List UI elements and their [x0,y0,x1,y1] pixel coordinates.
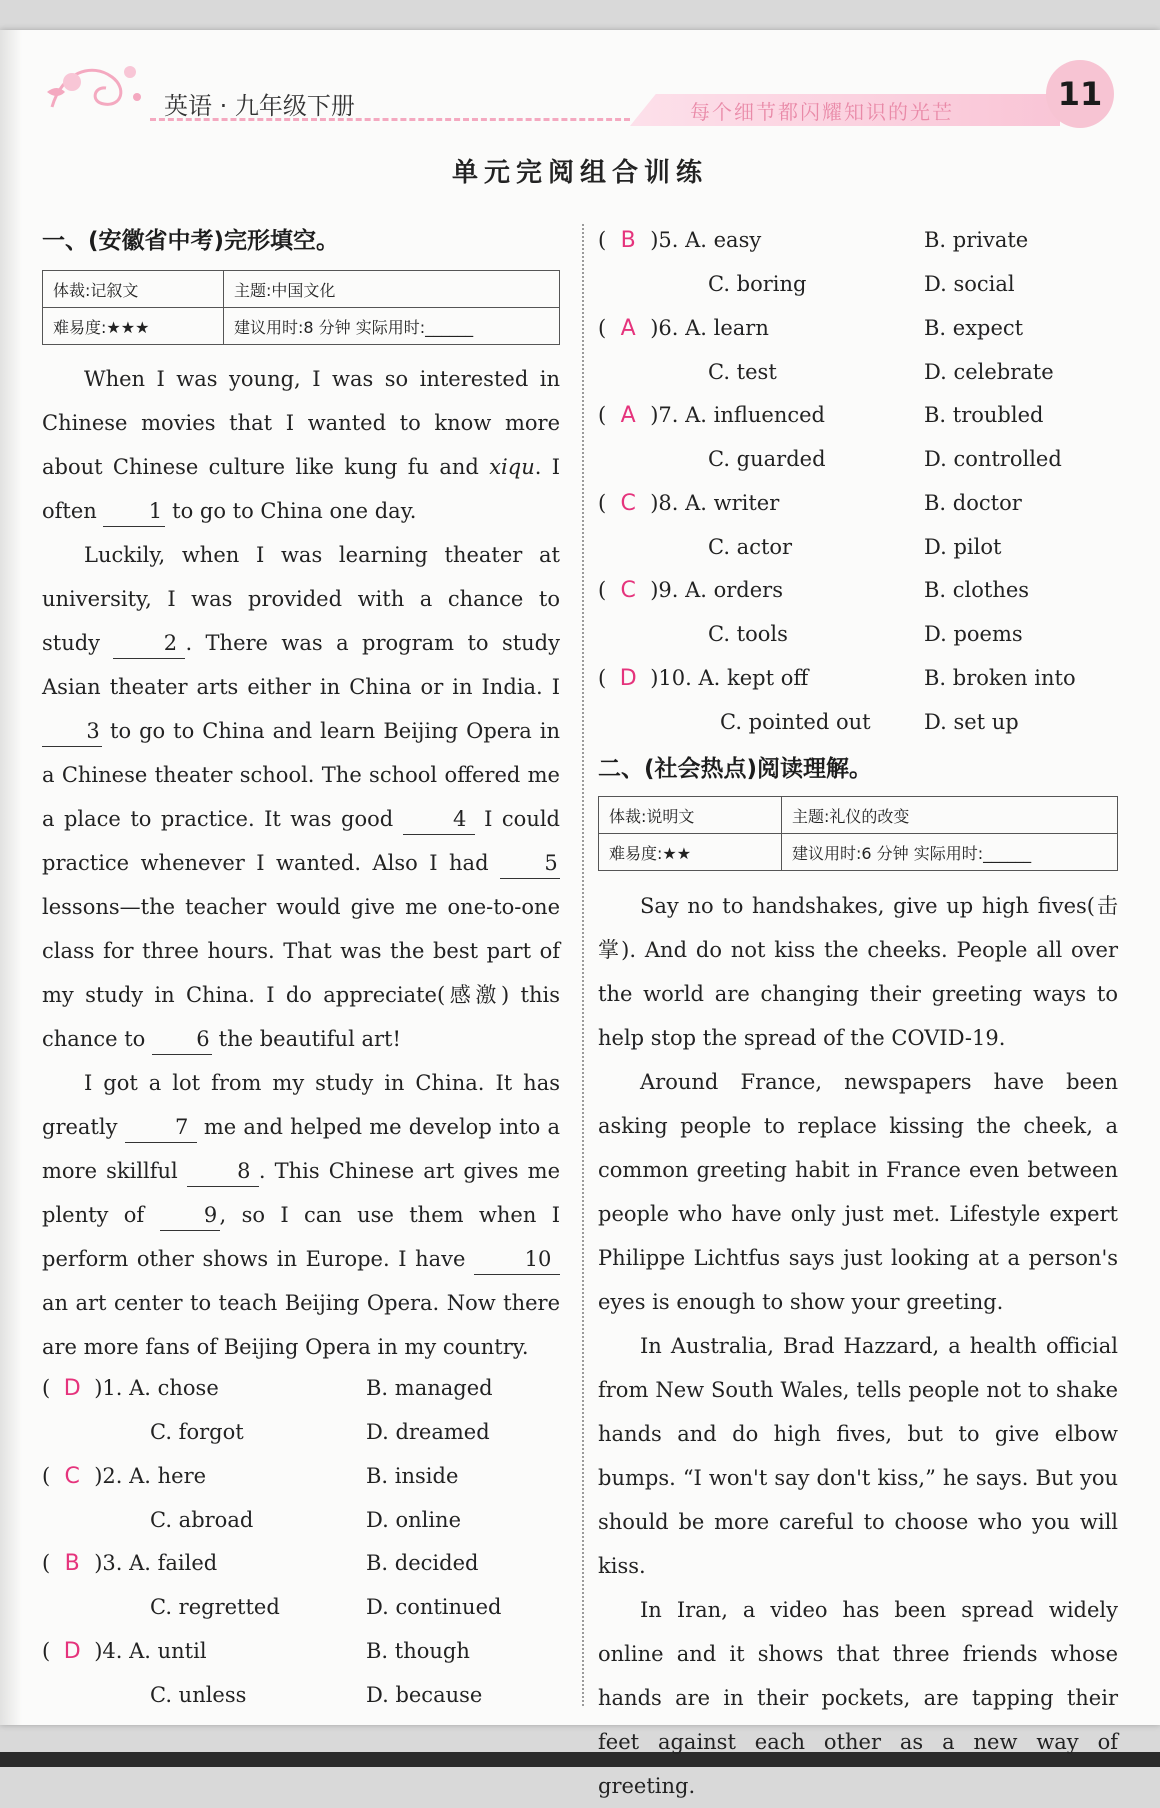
section1-info-table [42,270,560,345]
q5-option-d: D. social [924,272,1015,296]
cloze-passage [42,357,560,1369]
cloze-paragraph-3: I got a lot from my study in China. It has greatly 7 me and helped me develop into a more skillful 8 . This Chinese art gives me plenty of 9 , so I can use them when I perform other shows in Europe. I have 10 an art center to teach Beijing Opera. Now there are more fans of Beijing Opera in my country. [42,1071,561,1359]
theme-cell: 主题:礼仪的改变 [782,797,1118,834]
q9-option-b: B. clothes [924,578,1030,602]
q1-option-b: B. managed [366,1376,493,1400]
question-2: ( C )2. A. here [42,1454,206,1499]
column-divider [582,224,584,1706]
reading-passage [598,884,1118,1808]
genre-cell: 体裁:说明文 [599,797,782,834]
q1-option-d: D. dreamed [366,1420,490,1444]
time-cell: 建议用时:8 分钟 实际用时:______ [224,308,560,345]
reading-paragraph-4: In Iran, a video has been spread widely online and it shows that three friends whose hands are in their pockets, are tapping their feet against each other as a new way of greeting. [598,1598,1118,1798]
blank-1[interactable]: 1 [103,496,165,527]
answer-2[interactable]: C [64,1464,80,1489]
q8-option-b: B. doctor [924,491,1022,515]
question-3: ( B )3. A. failed [42,1541,217,1586]
question-8: ( C )8. A. writer [598,481,779,526]
flower-flourish-icon [42,52,152,122]
question-10: ( D )10. A. kept off [598,656,808,701]
q5-option-c: C. boring [708,272,807,296]
blank-3[interactable]: 3 [42,716,102,747]
page-number: 11 [1057,75,1103,113]
question-1: ( D )1. A. chose [42,1366,219,1411]
q2-option-b: B. inside [366,1464,459,1488]
question-5: ( B )5. A. easy [598,218,761,263]
page-number-badge [1046,60,1114,128]
q1-option-c: C. forgot [150,1420,244,1444]
blank-8[interactable]: 8 [187,1156,259,1187]
answer-6[interactable]: A [620,316,636,341]
q3-option-d: D. continued [366,1595,502,1619]
q7-option-d: D. controlled [924,447,1062,471]
answer-3[interactable]: B [64,1551,80,1576]
blank-6[interactable]: 6 [152,1024,212,1055]
answer-1[interactable]: D [63,1376,81,1401]
header-dash-line [150,118,630,121]
genre-cell: 体裁:记叙文 [43,271,224,308]
q6-option-b: B. expect [924,316,1024,340]
difficulty-cell: 难易度:★★★ [43,308,224,345]
q3-option-b: B. decided [366,1551,479,1575]
blank-2[interactable]: 2 [113,628,185,659]
header-slogan: 每个细节都闪耀知识的光芒 [690,100,954,124]
theme-cell: 主题:中国文化 [224,271,560,308]
time-cell: 建议用时:6 分钟 实际用时:______ [782,834,1118,871]
reading-paragraph-1: Say no to handshakes, give up high fives(击掌). And do not kiss the cheeks. People all over the world are changing their greeting ways to help stop the spread of the COVID-19. [598,894,1118,1050]
q4-option-b: B. though [366,1639,470,1663]
question-6: ( A )6. A. learn [598,306,769,351]
q10-option-c: C. pointed out [720,710,871,734]
q9-option-c: C. tools [708,622,788,646]
q8-option-c: C. actor [708,535,793,559]
question-9: ( C )9. A. orders [598,568,783,613]
page-title: 单元完阅组合训练 [451,158,708,188]
cloze-paragraph-1: When I was young, I was so interested in Chinese movies that I wanted to know more about Chinese culture like kung fu and xiqu. I often 1 to go to China one day. [42,357,560,533]
cloze-paragraph-2: Luckily, when I was learning theater at university, I was provided with a chance to study 2 . There was a program to study Asian theater arts either in China or in India. I 3 to go to China and learn Beijing Opera in a Chinese theater school. The school offered me a place to practice. It was good 4 I could practice whenever I wanted. Also I had 5 lessons—the teacher would give me one-to-one class for three hours. That was the best part of my study in China. I do appreciate(感激) this chance to 6 the beautiful art! [42,533,560,1061]
question-4: ( D )4. A. until [42,1629,207,1674]
book-title: 英语 · 九年级下册 [164,92,355,120]
answer-7[interactable]: A [620,403,636,428]
q6-option-d: D. celebrate [924,360,1054,384]
difficulty-cell: 难易度:★★ [599,834,782,871]
q4-option-c: C. unless [150,1683,247,1707]
section2-title: 二、(社会热点)阅读理解。 [598,756,873,782]
answer-4[interactable]: D [63,1639,81,1664]
section1-title: 一、(安徽省中考)完形填空。 [42,228,340,254]
q2-option-c: C. abroad [150,1508,254,1532]
answer-9[interactable]: C [620,578,636,603]
blank-4[interactable]: 4 [403,804,475,835]
q7-option-b: B. troubled [924,403,1044,427]
q10-option-d: D. set up [924,710,1019,734]
q4-option-d: D. because [366,1683,483,1707]
q5-option-b: B. private [924,228,1029,252]
q8-option-d: D. pilot [924,535,1002,559]
q2-option-d: D. online [366,1508,461,1532]
blank-9[interactable]: 9 [160,1200,220,1231]
reading-paragraph-3: In Australia, Brad Hazzard, a health official from New South Wales, tells people not to shake hands and do high fives, but to give elbow bumps. “I won't say don't kiss,” he says. But you should be more careful to choose who you will kiss. [598,1334,1118,1578]
blank-5[interactable]: 5 [500,848,560,879]
q10-option-b: B. broken into [924,666,1076,690]
blank-7[interactable]: 7 [125,1112,197,1143]
question-7: ( A )7. A. influenced [598,393,825,438]
q9-option-d: D. poems [924,622,1023,646]
blank-10[interactable]: 10 [474,1244,560,1275]
answer-5[interactable]: B [620,228,636,253]
answer-8[interactable]: C [620,491,636,516]
q7-option-c: C. guarded [708,447,826,471]
answer-10[interactable]: D [619,666,637,691]
section2-info-table [598,796,1118,871]
q6-option-c: C. test [708,360,777,384]
q3-option-c: C. regretted [150,1595,280,1619]
reading-paragraph-2: Around France, newspapers have been asking people to replace kissing the cheek, a common greeting habit in France even between people who have only just met. Lifestyle expert Philippe Lichtfus says just looking at a person's eyes is enough to show your greeting. [598,1070,1118,1314]
